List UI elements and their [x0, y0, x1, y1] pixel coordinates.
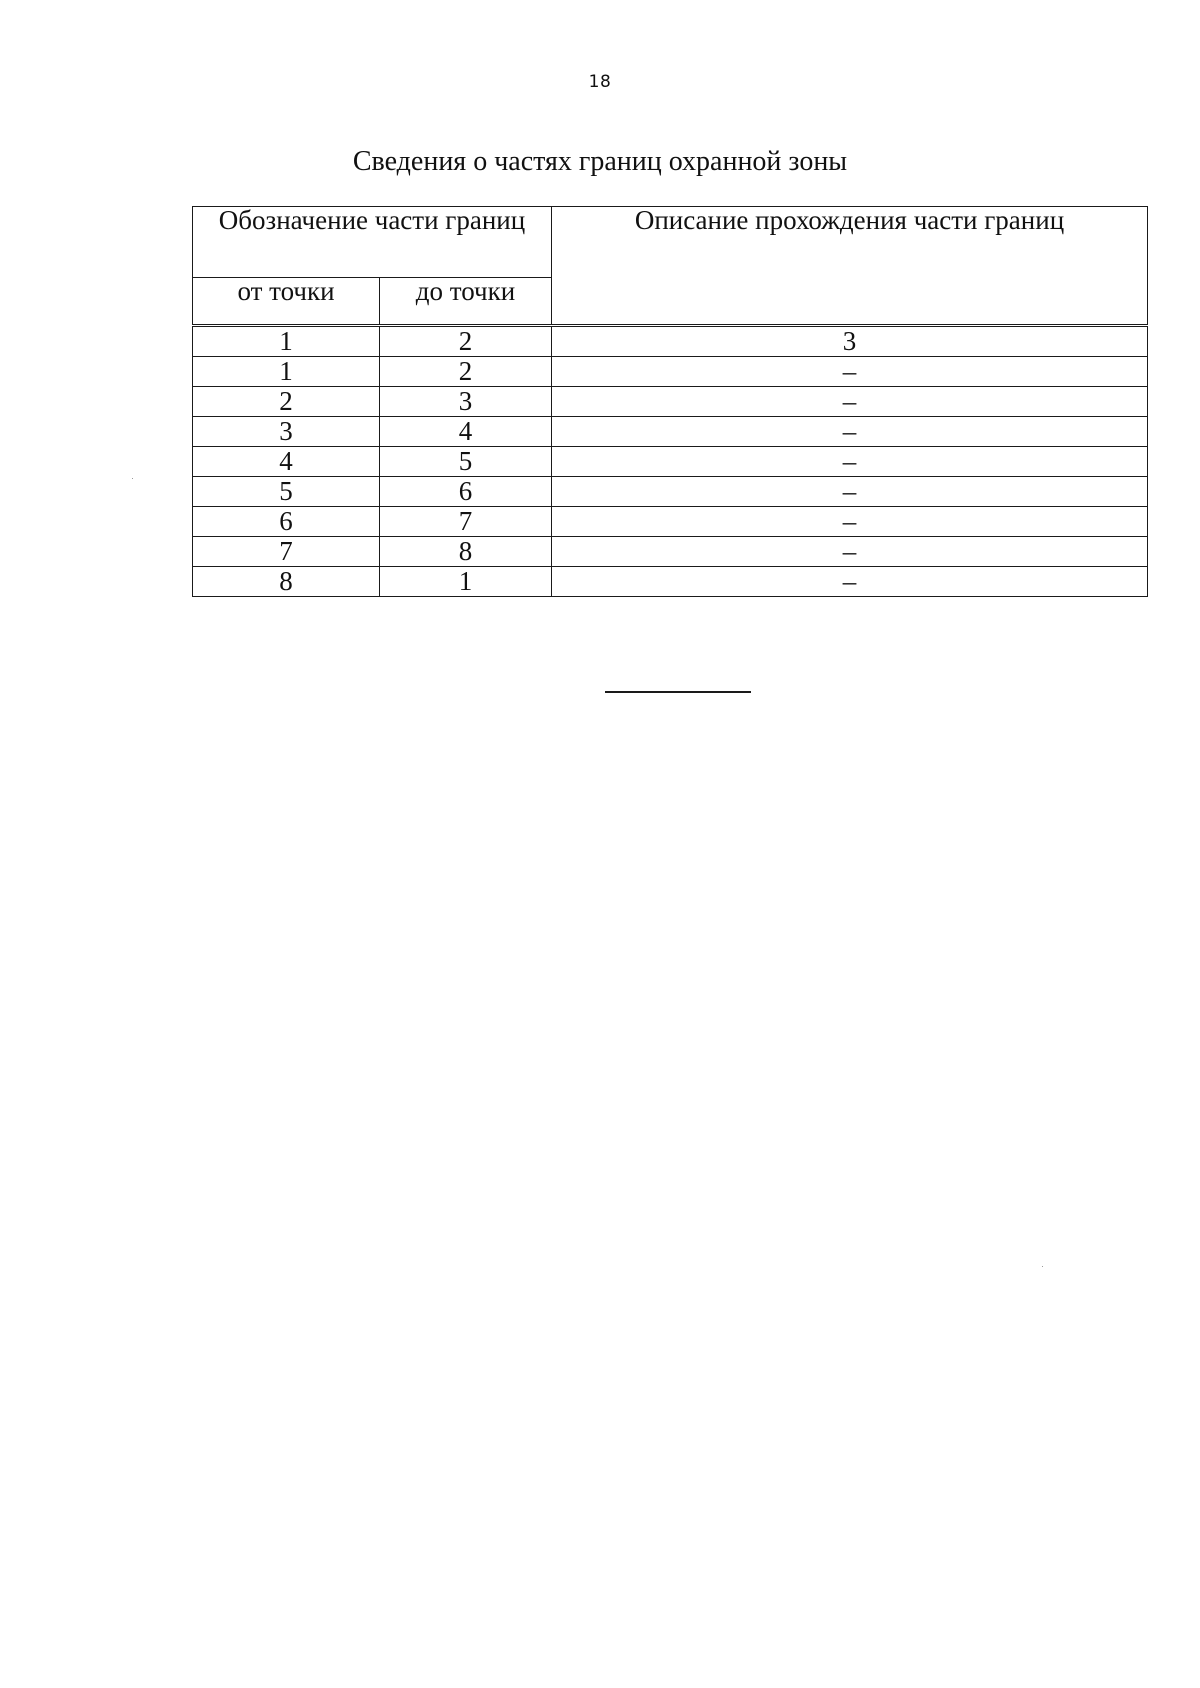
- from-point-cell: 2: [193, 387, 380, 417]
- column-index-cell: 3: [552, 326, 1148, 357]
- to-point-cell: 5: [380, 447, 552, 477]
- boundary-parts-table: [192, 206, 1148, 597]
- table-row: [193, 447, 1148, 477]
- from-point-cell: 1: [193, 357, 380, 387]
- closing-rule: [605, 691, 751, 693]
- column-index-row: [193, 326, 1148, 357]
- description-cell: –: [552, 507, 1148, 537]
- description-cell: –: [552, 477, 1148, 507]
- table-row: [193, 507, 1148, 537]
- from-point-cell: 6: [193, 507, 380, 537]
- header-to-point: до точки: [380, 278, 552, 326]
- header-description: Описание прохождения части границ: [552, 207, 1148, 326]
- header-designation: Обозначение части границ: [193, 207, 552, 278]
- to-point-cell: 4: [380, 417, 552, 447]
- to-point-cell: 2: [380, 357, 552, 387]
- table-header-row: [193, 207, 1148, 278]
- page-number: 18: [588, 72, 612, 92]
- description-cell: –: [552, 537, 1148, 567]
- from-point-cell: 7: [193, 537, 380, 567]
- to-point-cell: 3: [380, 387, 552, 417]
- table-row: [193, 387, 1148, 417]
- table-row: [193, 537, 1148, 567]
- table-row: [193, 417, 1148, 447]
- table-row: [193, 357, 1148, 387]
- from-point-cell: 3: [193, 417, 380, 447]
- scan-speck: [1042, 1266, 1043, 1267]
- from-point-cell: 5: [193, 477, 380, 507]
- to-point-cell: 8: [380, 537, 552, 567]
- from-point-cell: 4: [193, 447, 380, 477]
- column-index-cell: 1: [193, 326, 380, 357]
- table-row: [193, 567, 1148, 597]
- column-index-cell: 2: [380, 326, 552, 357]
- description-cell: –: [552, 387, 1148, 417]
- document-title: Сведения о частях границ охранной зоны: [352, 146, 848, 177]
- scan-speck: [132, 478, 133, 479]
- from-point-cell: 8: [193, 567, 380, 597]
- to-point-cell: 6: [380, 477, 552, 507]
- description-cell: –: [552, 357, 1148, 387]
- header-from-point: от точки: [193, 278, 380, 326]
- to-point-cell: 7: [380, 507, 552, 537]
- description-cell: –: [552, 567, 1148, 597]
- table-row: [193, 477, 1148, 507]
- description-cell: –: [552, 447, 1148, 477]
- to-point-cell: 1: [380, 567, 552, 597]
- description-cell: –: [552, 417, 1148, 447]
